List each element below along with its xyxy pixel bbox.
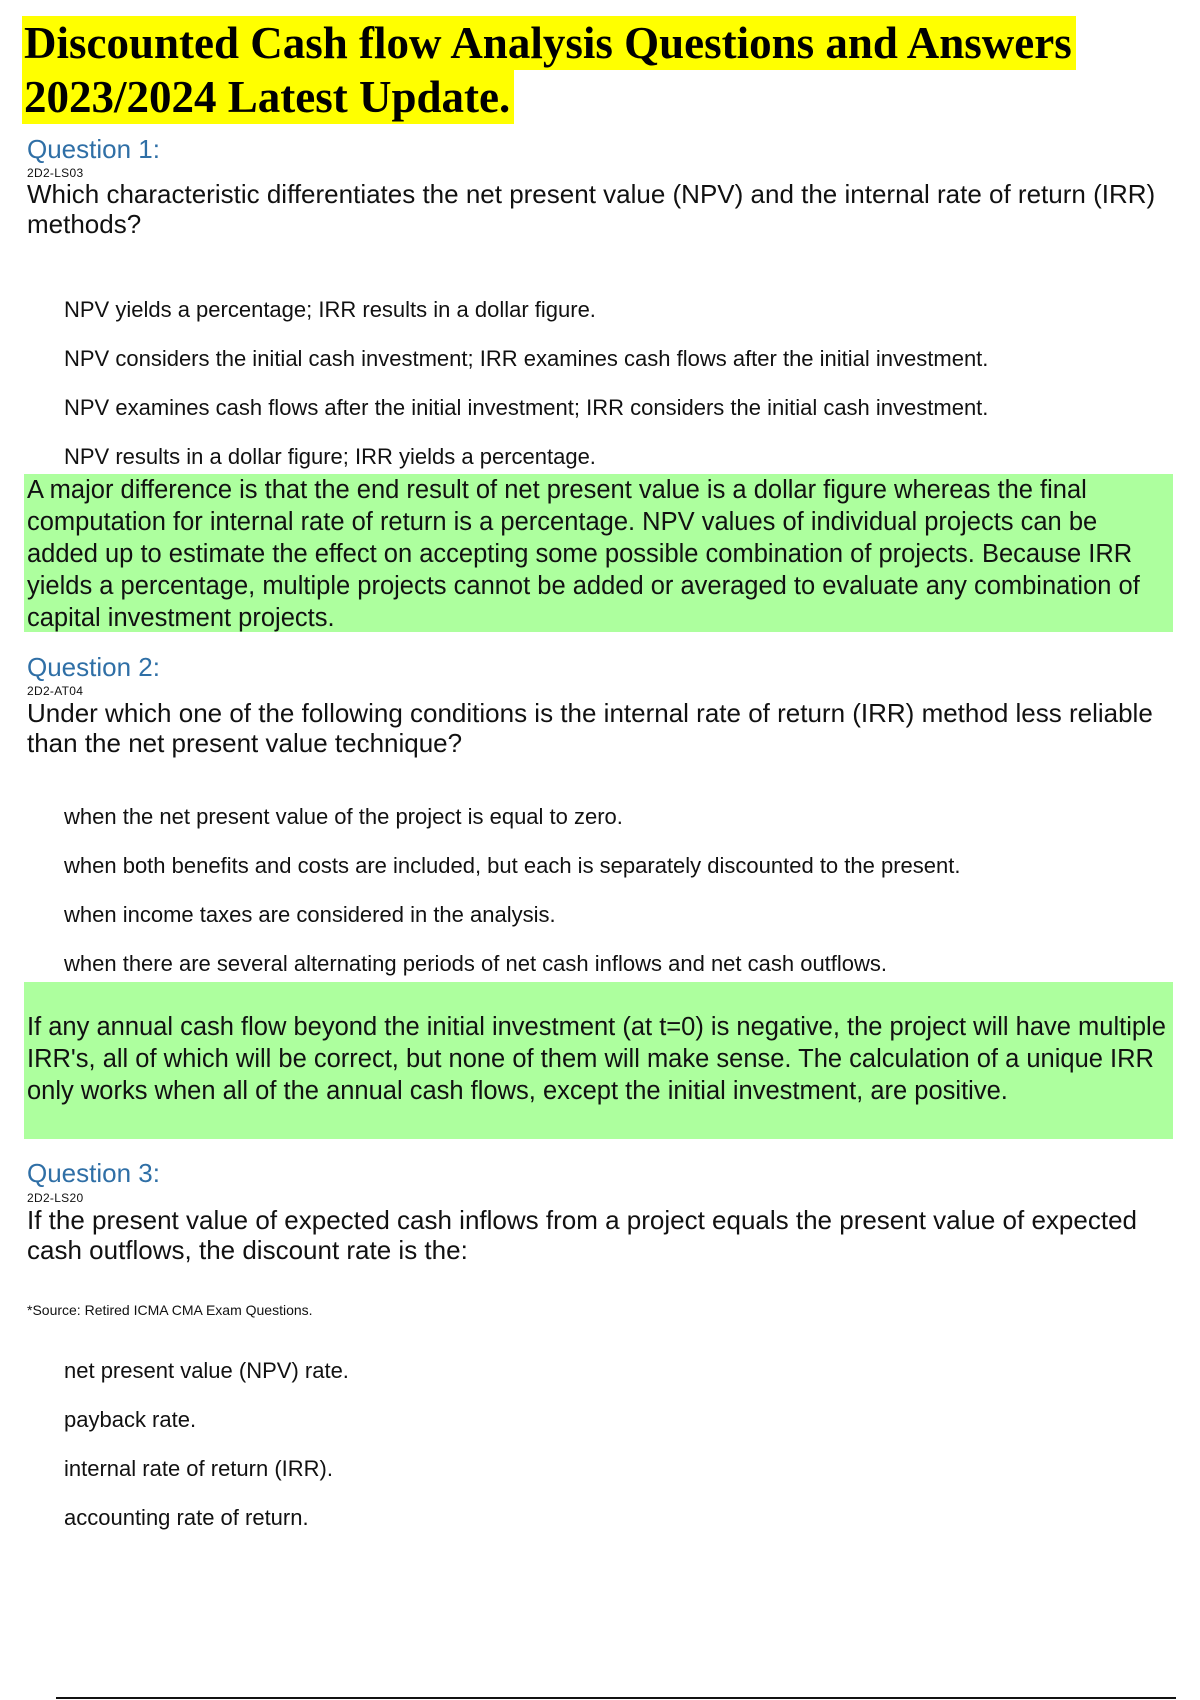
- question-3-code: 2D2-LS20: [27, 1191, 84, 1205]
- document-title: [22, 16, 1172, 124]
- question-1-option-2[interactable]: NPV considers the initial cash investment; IRR examines cash flows after the initial investment.: [64, 346, 989, 371]
- question-3-text: If the present value of expected cash inflows from a project equals the present value of expected cash outflows, the discount rate is the:: [27, 1205, 1137, 1265]
- question-1-option-4[interactable]: NPV results in a dollar figure; IRR yields a percentage.: [64, 444, 596, 469]
- question-2-option-2[interactable]: when both benefits and costs are included, but each is separately discounted to the present.: [64, 853, 961, 878]
- question-1-code: 2D2-LS03: [27, 166, 84, 180]
- question-3-option-2[interactable]: payback rate.: [64, 1407, 197, 1432]
- title-line-2: 2023/2024 Latest Update.: [22, 70, 514, 124]
- title-line-1: Discounted Cash flow Analysis Questions and Answers: [22, 16, 1076, 70]
- question-3-option-4[interactable]: accounting rate of return.: [64, 1505, 309, 1530]
- page-bottom-rule: [56, 1697, 1176, 1699]
- question-1-answer-explanation: A major difference is that the end result of net present value is a dollar figure whereas the final computation for internal rate of return is a percentage. NPV values of individual projects can be added up to estimate the effect on accepting some possible combination of projects. Because IRR yields a percentage, multiple projects cannot be added or averaged to evaluate any combination of capital investment projects.: [24, 474, 1173, 632]
- question-1-header: Question 1:: [27, 134, 160, 164]
- question-2-option-4[interactable]: when there are several alternating periods of net cash inflows and net cash outflows.: [64, 951, 888, 976]
- question-2-option-3[interactable]: when income taxes are considered in the analysis.: [64, 902, 556, 927]
- source-note: *Source: Retired ICMA CMA Exam Questions.: [27, 1302, 313, 1318]
- question-2-code: 2D2-AT04: [27, 684, 84, 698]
- question-3-option-1[interactable]: net present value (NPV) rate.: [64, 1358, 349, 1383]
- question-2-option-1[interactable]: when the net present value of the project is equal to zero.: [64, 804, 623, 829]
- question-3-option-3[interactable]: internal rate of return (IRR).: [64, 1456, 333, 1481]
- question-1-option-1[interactable]: NPV yields a percentage; IRR results in a dollar figure.: [64, 297, 596, 322]
- question-2-answer-explanation: If any annual cash flow beyond the initial investment (at t=0) is negative, the project will have multiple IRR's, all of which will be correct, but none of them will make sense. The calculation of a unique IRR only works when all of the annual cash flows, except the initial investment, are positive.: [24, 982, 1173, 1139]
- question-1-option-3[interactable]: NPV examines cash flows after the initial investment; IRR considers the initial cash investment.: [64, 395, 989, 420]
- question-1-text: Which characteristic differentiates the net present value (NPV) and the internal rate of return (IRR) methods?: [27, 179, 1156, 239]
- question-2-header: Question 2:: [27, 652, 160, 682]
- question-3-header: Question 3:: [27, 1158, 160, 1188]
- question-2-text: Under which one of the following conditions is the internal rate of return (IRR) method less reliable than the net present value technique?: [27, 698, 1153, 758]
